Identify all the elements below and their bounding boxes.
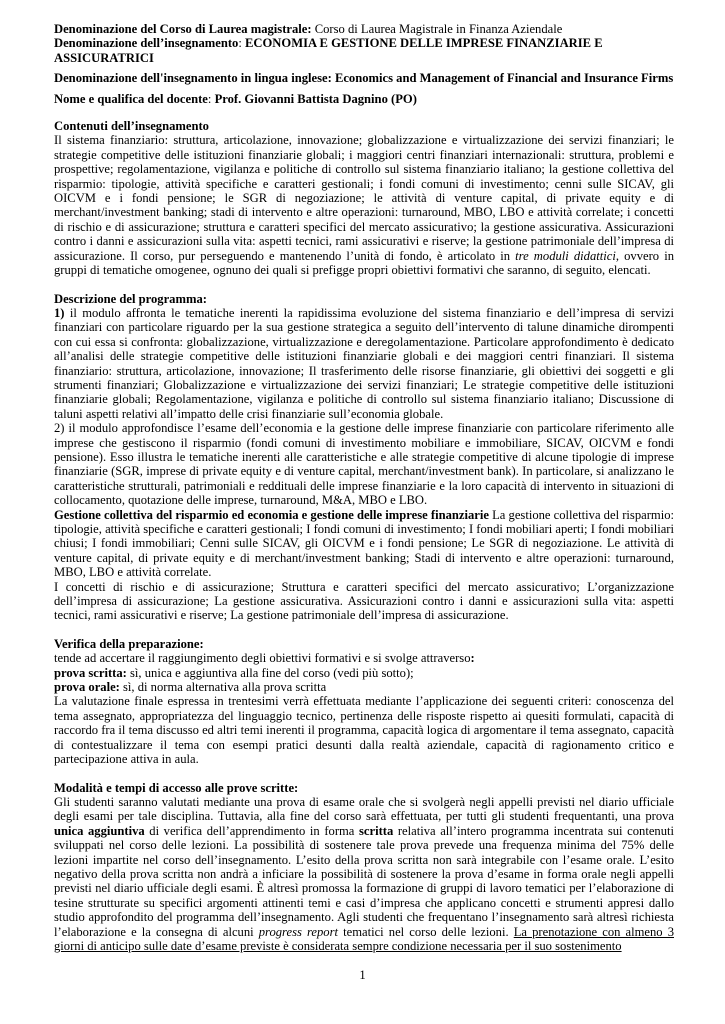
prova-orale: prova orale: sì, di norma alternativa alla prova scritta: [54, 680, 327, 695]
modalita-heading: Modalità e tempi di accesso alle prove scritte:: [54, 780, 299, 795]
verifica-intro: tende ad accertare il raggiungimento degli obiettivi formativi e si svolge attraverso:: [54, 651, 475, 666]
modulo-1-text: 1) il modulo affronta le tematiche inerenti la rapidissima evoluzione del sistema finanziario e dell’impresa di servizi finanziari con particolare riguardo per la sua gestione strategica a seguito dell’intervento di talune dinamiche dirompenti con cui essa si confronta: globalizzazione, virtualizzazione e deregolamentazione. Particolare approfondimento è dedicato all’analisi delle strategie competitive delle istituzioni finanziarie globali e dei maggiori centri finanziari. Il sistema finanziario: struttura, articolazione, innovazione; Il trasferimento delle risorse finanziarie, gli obiettivi dei soggetti e gli strumenti finanziari; Globalizzazione e virtualizzazione dei servizi finanziari; Le strategie competitive delle istituzioni finanziarie globali; Regolamentazione, vigilanza e politiche di controllo sul sistema finanziario italiano; Discussione di taluni aspetti relativi all’impatto delle crisi finanziarie sull’economia globale.: [54, 305, 674, 421]
header-inglese: Denominazione dell'insegnamento in lingua inglese: Economics and Management of Financial and Insurance Firms: [54, 71, 674, 86]
programma-heading: Descrizione del programma:: [54, 291, 207, 306]
verifica-heading: Verifica della preparazione:: [54, 636, 204, 651]
prenotazione-underlined: La prenotazione con almeno 3 giorni di anticipo sulle date d’esame previste è considerata sempre condizione necessaria per il suo sostenimento: [54, 924, 674, 953]
corso-value: Corso di Laurea Magistrale in Finanza Aziendale: [314, 22, 563, 36]
valutazione-text: La valutazione finale espressa in trentesimi verrà effettuata mediante l’applicazione dei seguenti criteri: conoscenza del tema assegnato, appropriatezza del linguaggio tecnico, pertinenza delle risposte rispetto ai quesiti formulati, capacità di raccordo fra il tema discusso ed altri temi inerenti il programma, capacità logica di argomentare il tema assegnato, capacità di contestualizzare il tema con esempi pratici desunti dalla realtà aziendale, capacità di ragionamento critico e partecipazione attiva in aula.: [54, 694, 674, 767]
contenuti-text: Il sistema finanziario: struttura, articolazione, innovazione; globalizzazione e virtualizzazione dei servizi finanziari; le strategie competitive delle istituzioni finanziarie globali; i maggiori centri finanziari internazionali: struttura, problemi e prospettive; regolamentazione, vigilanza e politiche di controllo sul sistema finanziario italiano; la gestione collettiva del risparmio: tipologie, attività specifiche e caratteri gestionali; i fondi comuni di investimento; cenni sulle SICAV, gli OICVM e i fondi pensione; le SGR di negoziazione; le attività di venture capital, di private equity e di merchant/investment banking; stadi di intervento e altre operazioni: turnaround, MBO, LBO e attività correlate; i concetti di rischio e di assicurazione; struttura e caratteri specifici del mercato assicurativo; la gestione assicurativa. Assicurazioni contro i danni e assicurazioni sulla vita: aspetti tecnici, rami assicurativi e riserve; la gestione patrimoniale dell’impresa di assicurazione. Il corso, pur perseguendo e mantenendo l’unità di fondo, è articolato in tre moduli didattici, ovvero in gruppi di tematiche omogenee, ognuno dei quali si prefigge propri obiettivi formativi che saranno, di seguito, elencati.: [54, 133, 674, 278]
header-corso: [54, 22, 674, 36]
prova-scritta: prova scritta: sì, unica e aggiuntiva alla fine del corso (vedi più sotto);: [54, 665, 414, 680]
inglese-value: Economics and Management of Financial and Insurance Firms: [334, 71, 674, 86]
insegnamento-value: ECONOMIA E GESTIONE DELLE IMPRESE FINANZIARIE E ASSICURATRICI: [54, 36, 603, 65]
contenuti-heading: Contenuti dell’insegnamento: [54, 119, 209, 134]
gestione-bold: Gestione collettiva del risparmio ed economia e gestione delle imprese finanziarie: [54, 507, 489, 522]
page-number: 1: [359, 968, 366, 982]
docente-value: Prof. Giovanni Battista Dagnino (PO): [214, 91, 417, 106]
insegnamento-label: Denominazione dell’insegnamento: [54, 36, 239, 51]
inglese-label: Denominazione dell'insegnamento in lingua inglese: [54, 71, 328, 86]
modulo-2-text: 2) il modulo approfondisce l’esame dell’economia e la gestione delle imprese finanziarie con particolare riferimento alle imprese che gestiscono il risparmio (fondi comuni di investimento mobiliare e immobiliare, SICAV, OICVM e fondi pensione). Esso illustra le tematiche inerenti alle caratteristiche e alle strategie competitive di alcune tipologie di imprese finanziarie (SGR, imprese di private equity e di venture capital, merchant/investment bank). In particolare, si analizzano le caratteristiche strutturali, patrimoniali e reddituali delle imprese finanziarie e la loro capacità di intervento in situazioni di collocamento, quotazione delle imprese, turnaround, M&A, MBO e LBO.: [54, 421, 674, 508]
modalita-text: Gli studenti saranno valutati mediante una prova di esame orale che si svolgerà negli appelli previsti nel diario ufficiale degli esami per tale disciplina. Tuttavia, alla fine del corso sarà effettuata, per tutti gli studenti frequentanti, una prova unica aggiuntiva di verifica dell’apprendimento in forma scritta relativa all’intero programma incentrata sui contenuti sviluppati nel corso delle lezioni. La possibilità di sostenere tale prova prevede una frequenza minima del 75% delle lezioni impartite nel corso dell’insegnamento. L’esito della prova scritta non sarà integrabile con l’esame orale. L’esito negativo della prova scritta non andrà a inficiare la possibilità di sostenere la prova d’esame in forma orale negli appelli previsti nel diario ufficiale degli esami. È altresì promossa la formazione di gruppi di lavoro tematici per l’elaborazione di tesine strutturate su specifici argomenti attinenti temi e casi d’impresa che applicano concetti e strumenti appresi dallo studio approfondito del programma dell’insegnamento. Agli studenti che frequentano l’insegnamento sarà altresì richiesta l’elaborazione e la consegna di alcuni progress report tematici nel corso delle lezioni. La prenotazione con almeno 3 giorni di anticipo sulle date d’esame previste è considerata sempre condizione necessaria per il suo sostenimento: [54, 794, 675, 953]
header-docente: Nome e qualifica del docente: Prof. Giovanni Battista Dagnino (PO): [54, 91, 417, 106]
gestione-text: Gestione collettiva del risparmio ed economia e gestione delle imprese finanziarie La gestione collettiva del risparmio: tipologie, attività specifiche e caratteri gestionali; I fondi comuni di investimento; I fondi mobiliari aperti; I fondi mobiliari chiusi; I fondi immobiliari; Cenni sulle SICAV, gli OICVM e i fondi pensione; Le SGR di negoziazione. Le attività di venture capital, di private equity e di merchant/investment banking; Stadi di intervento e altre operazioni: turnaround, MBO, LBO e attività correlate.: [54, 507, 674, 580]
corso-label: Denominazione del Corso di Laurea magistrale:: [54, 22, 312, 36]
rischio-text: I concetti di rischio e di assicurazione; Struttura e caratteri specifici del mercato assicurativo; L’organizzazione dell’impresa di assicurazione; La gestione assicurativa. Assicurazioni contro i danni e assicurazioni sulla vita: aspetti tecnici, rami assicurativi e riserve; La gestione patrimoniale dell’impresa di assicurazione.: [54, 579, 674, 623]
docente-label: Nome e qualifica del docente: [54, 91, 208, 106]
document-page: [54, 22, 674, 953]
header-insegnamento: Denominazione dell’insegnamento: ECONOMIA E GESTIONE DELLE IMPRESE FINANZIARIE E ASSICURATRICI: [54, 36, 603, 65]
tre-moduli-italic: tre moduli didattici: [515, 248, 616, 263]
